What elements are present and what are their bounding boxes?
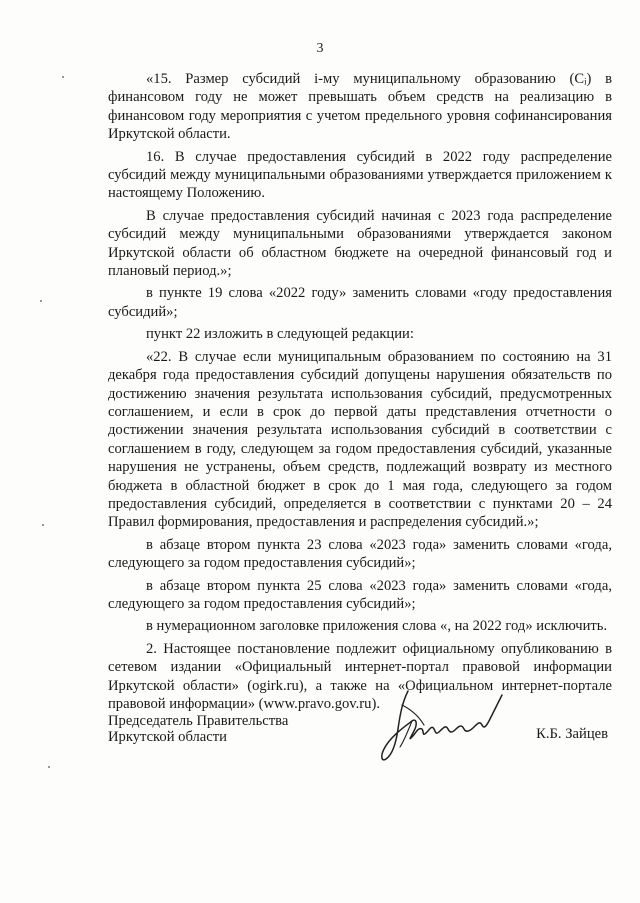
signer-title-line: Председатель Правительства — [108, 713, 289, 729]
page-number: 3 — [316, 41, 324, 56]
scan-speck — [62, 76, 64, 78]
paragraph-item-22: «22. В случае если муниципальным образованием по состоянию на 31 декабря года предоставления субсидий допущены нарушения обязательств по достижению значения результата использования субсидий, предусмотренных соглашением, и если в срок до первой даты представления отчетности о достижении значения результата использования субсидий в соответствии с соглашением в году, следующем за годом предоставления субсидий, указанные нарушения не устранены, объем средств, подлежащий возврату из местного бюджета в областной бюджет в срок до 1 мая года, следующего за годом предоставления субсидий, определяется в соответствии с пунктами 20 – 24 Правил формирования, предоставления и распределения субсидий.»; — [108, 348, 612, 531]
paragraph-item-16: 16. В случае предоставления субсидий в 2022 году распределение субсидий между муниципальными образованиями утверждается приложением к настоящему Положению. — [108, 148, 612, 202]
paragraph-publication: 2. Настоящее постановление подлежит официальному опубликованию в сетевом издании «Официальный интернет-портал правовой информации Иркутской области» (ogirk.ru), а также на «Официальном интернет-портале правовой информации» (www.pravo.gov.ru). — [108, 640, 612, 712]
handwritten-signature — [378, 685, 508, 765]
paragraph-appendix-heading-change: в нумерационном заголовке приложения слова «, на 2022 год» исключить. — [146, 618, 608, 635]
signer-title-line: Иркутской области — [108, 729, 227, 745]
paragraph-distribution-2023: В случае предоставления субсидий начиная с 2023 года распределение субсидий между муниципальными образованиями утверждается законом Иркутской области об областном бюджете на очередной финансовый год и плановый период.»; — [108, 207, 612, 280]
paragraph-item-19-change: в пункте 19 слова «2022 году» заменить словами «году предоставления субсидий»; — [108, 285, 612, 320]
scan-speck — [48, 766, 50, 768]
document-body — [108, 70, 612, 713]
scan-speck — [40, 300, 42, 302]
paragraph-item-25-change: в абзаце втором пункта 25 слова «2023 года» заменить словами «года, следующего за годом предоставления субсидий»; — [108, 577, 612, 612]
signature-block — [108, 713, 612, 783]
signer-title — [108, 713, 348, 745]
paragraph-item-15: «15. Размер субсидий i-му муниципальному образованию (Cᵢ) в финансовом году не может превышать объем средств на реализацию в финансовом году мероприятия с учетом предельного уровня софинансирования Иркутской области. — [108, 71, 612, 143]
paragraph-item-22-intro: пункт 22 изложить в следующей редакции: — [146, 326, 414, 343]
scan-speck — [42, 524, 44, 526]
signer-name: К.Б. Зайцев — [536, 726, 608, 742]
paragraph-item-23-change: в абзаце втором пункта 23 слова «2023 года» заменить словами «года, следующего за годом предоставления субсидий»; — [108, 536, 612, 572]
